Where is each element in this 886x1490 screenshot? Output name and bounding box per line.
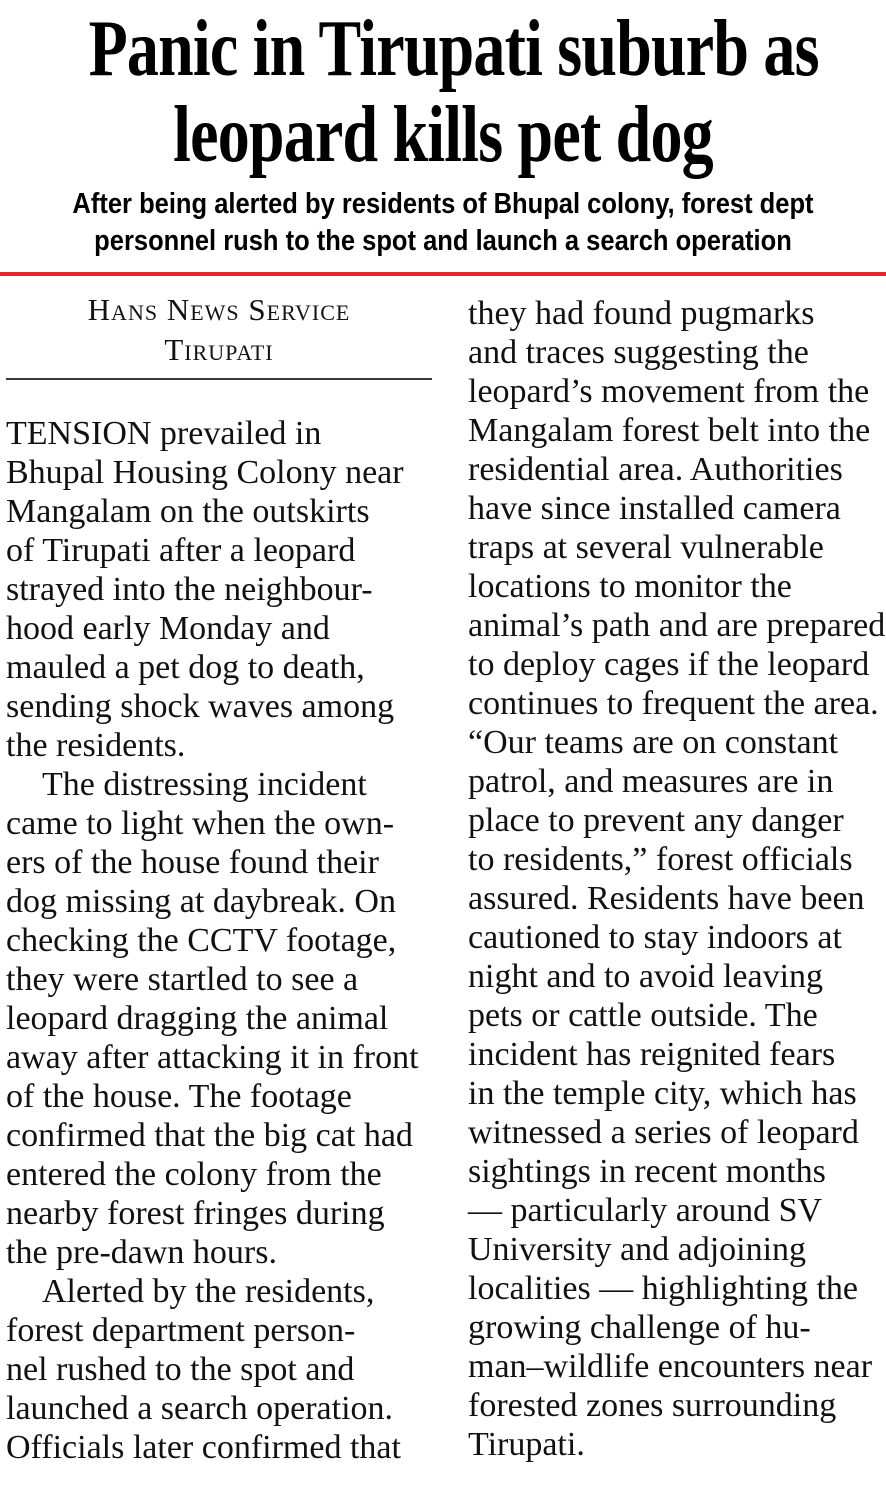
text-line: to residents,” forest officials bbox=[468, 841, 853, 878]
text-line: patrol, and measures are in bbox=[468, 763, 834, 800]
text-line: traps at several vulnerable bbox=[468, 529, 824, 566]
text-line: forested zones surrounding bbox=[468, 1387, 837, 1424]
text-line: mauled a pet dog to death, bbox=[6, 649, 365, 686]
byline bbox=[6, 290, 432, 370]
text-line: they were startled to see a bbox=[6, 961, 359, 998]
text-line: growing challenge of hu- bbox=[468, 1309, 811, 1346]
text-line: the residents. bbox=[6, 727, 186, 764]
text-line: ers of the house found their bbox=[6, 844, 379, 881]
left-column bbox=[6, 290, 432, 1467]
text-line: and traces suggesting the bbox=[468, 334, 809, 371]
text-line: sightings in recent months bbox=[468, 1153, 826, 1190]
subheadline-line-1: After being alerted by residents of Bhupal colony, forest dept bbox=[72, 188, 814, 220]
text-line: came to light when the own- bbox=[6, 805, 395, 842]
text-line: assured. Residents have been bbox=[468, 880, 865, 917]
byline-agency: Hans News Service bbox=[87, 292, 351, 327]
subheadline-line-2: personnel rush to the spot and launch a search operation bbox=[94, 225, 792, 257]
text-line: entered the colony from the bbox=[6, 1156, 382, 1193]
text-line: continues to frequent the area. bbox=[468, 685, 879, 722]
text-line: sending shock waves among bbox=[6, 688, 395, 725]
text-line: man–wildlife encounters near bbox=[468, 1348, 873, 1385]
left-column-text bbox=[6, 414, 432, 1467]
byline-rule bbox=[6, 378, 432, 380]
text-line: University and adjoining bbox=[468, 1231, 807, 1268]
text-line: animal’s path and are prepared bbox=[468, 607, 886, 644]
text-line: leopard’s movement from the bbox=[468, 373, 870, 410]
text-line: hood early Monday and bbox=[6, 610, 330, 647]
text-line: have since installed camera bbox=[468, 490, 841, 527]
text-line: leopard dragging the animal bbox=[6, 1000, 389, 1037]
text-line: forest department person- bbox=[6, 1312, 356, 1349]
text-line: Mangalam on the outskirts bbox=[6, 493, 370, 530]
text-line: of the house. The footage bbox=[6, 1078, 352, 1115]
text-line: TENSION prevailed in bbox=[6, 415, 322, 452]
text-line: localities — highlighting the bbox=[468, 1270, 859, 1307]
text-line: incident has reignited fears bbox=[468, 1036, 836, 1073]
headline-line-1: Panic in Tirupati suburb as bbox=[88, 5, 819, 93]
headline bbox=[0, 6, 886, 178]
text-line: Alerted by the residents, bbox=[42, 1273, 375, 1310]
text-line: locations to monitor the bbox=[468, 568, 792, 605]
text-line: “Our teams are on constant bbox=[468, 724, 839, 761]
text-line: — particularly around SV bbox=[468, 1192, 823, 1229]
text-line: The distressing incident bbox=[42, 766, 367, 803]
text-line: Tirupati. bbox=[468, 1426, 585, 1463]
text-line: checking the CCTV footage, bbox=[6, 922, 397, 959]
text-line: Mangalam forest belt into the bbox=[468, 412, 871, 449]
text-line: launched a search operation. bbox=[6, 1390, 394, 1427]
text-line: pets or cattle outside. The bbox=[468, 997, 818, 1034]
text-line: residential area. Authorities bbox=[468, 451, 843, 488]
text-line: cautioned to stay indoors at bbox=[468, 919, 842, 956]
text-line: night and to avoid leaving bbox=[468, 958, 824, 995]
red-divider-rule bbox=[0, 272, 886, 276]
text-line: nearby forest fringes during bbox=[6, 1195, 385, 1232]
subheadline bbox=[0, 186, 886, 260]
right-column-text bbox=[468, 294, 886, 1464]
headline-line-2: leopard kills pet dog bbox=[173, 91, 713, 179]
text-line: they had found pugmarks bbox=[468, 295, 815, 332]
text-line: dog missing at daybreak. On bbox=[6, 883, 396, 920]
text-line: place to prevent any danger bbox=[468, 802, 844, 839]
text-line: the pre-dawn hours. bbox=[6, 1234, 277, 1271]
byline-location: Tirupati bbox=[164, 332, 274, 367]
text-line: away after attacking it in front bbox=[6, 1039, 419, 1076]
text-line: in the temple city, which has bbox=[468, 1075, 857, 1112]
text-line: nel rushed to the spot and bbox=[6, 1351, 355, 1388]
text-line: of Tirupati after a leopard bbox=[6, 532, 356, 569]
text-line: strayed into the neighbour- bbox=[6, 571, 373, 608]
text-line: to deploy cages if the leopard bbox=[468, 646, 870, 683]
text-line: Officials later confirmed that bbox=[6, 1429, 401, 1466]
text-line: Bhupal Housing Colony near bbox=[6, 454, 404, 491]
text-line: witnessed a series of leopard bbox=[468, 1114, 859, 1151]
text-line: confirmed that the big cat had bbox=[6, 1117, 413, 1154]
article-columns bbox=[0, 290, 886, 1467]
right-column bbox=[468, 290, 886, 1464]
